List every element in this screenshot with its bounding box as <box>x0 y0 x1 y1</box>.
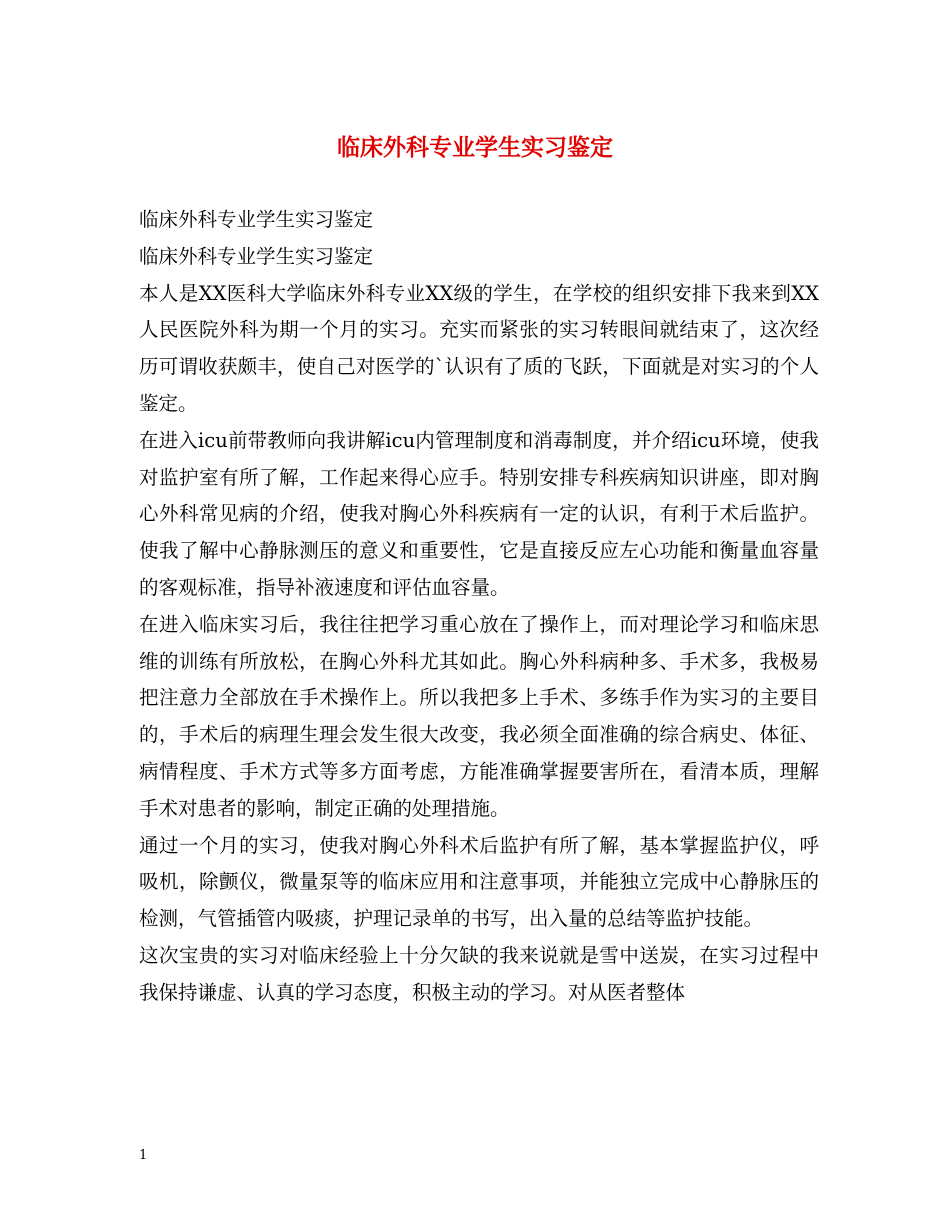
paragraph: 临床外科专业学生实习鉴定 <box>139 244 374 268</box>
paragraph: 通过一个月的实习，使我对胸心外科术后监护有所了解，基本掌握监护仪，呼吸机，除颤仪，微量泵等的临床应用和注意事项，并能独立完成中心静脉压的检测，气管插管内吸痰，护理记录单的书写，出入量的总结等监护技能。 <box>139 833 819 931</box>
paragraph: 这次宝贵的实习对临床经验上十分欠缺的我来说就是雪中送炭，在实习过程中我保持谦虚、认真的学习态度，积极主动的学习。对从医者整体 <box>139 943 819 1004</box>
page-number: 1 <box>139 1148 148 1163</box>
paragraph: 在进入临床实习后，我往往把学习重心放在了操作上，而对理论学习和临床思维的训练有所放松，在胸心外科尤其如此。胸心外科病种多、手术多，我极易把注意力全部放在手术操作上。所以我把多上手术、多练手作为实习的主要目的，手术后的病理生理会发生很大改变，我必须全面准确的综合病史、体征、病情程度、手术方式等多方面考虑，方能准确掌握要害所在，看清本质，理解手术对患者的影响，制定正确的处理措施。 <box>139 612 819 820</box>
paragraph: 本人是XX医科大学临床外科专业XX级的学生，在学校的组织安排下我来到XX人民医院外科为期一个月的实习。充实而紧张的实习转眼间就结束了，这次经历可谓收获颇丰，使自己对医学的`认识有了质的飞跃，下面就是对实习的个人鉴定。 <box>139 281 819 415</box>
paragraph: 临床外科专业学生实习鉴定 <box>139 208 374 231</box>
paragraph: 在进入icu前带教师向我讲解icu内管理制度和消毒制度，并介绍icu环境，使我对监护室有所了解，工作起来得心应手。特别安排专科疾病知识讲座，即对胸心外科常见病的介绍，使我对胸心外科疾病有一定的认识，有利于术后监护。使我了解中心静脉测压的意义和重要性，它是直接反应左心功能和衡量血容量的客观标准，指导补液速度和评估血容量。 <box>139 428 819 599</box>
page-title: 临床外科专业学生实习鉴定 <box>337 134 613 161</box>
document-body <box>139 202 819 1012</box>
